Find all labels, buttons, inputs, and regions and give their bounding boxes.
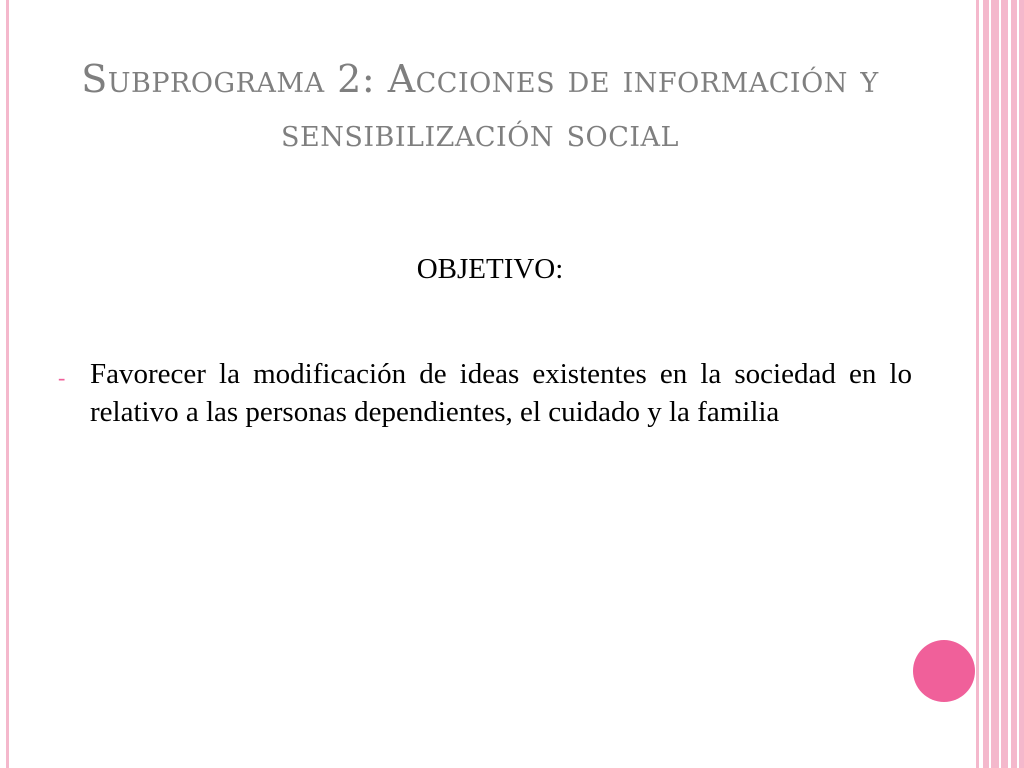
decorative-stripe	[976, 0, 979, 768]
decorative-circle	[913, 640, 975, 702]
objective-heading: OBJETIVO:	[416, 253, 564, 285]
bullet-item: Favorecer la modificación de ideas existentes en la sociedad en lo relativo a las personas dependientes, el cuidado y la familia	[90, 358, 912, 428]
left-border-line	[6, 0, 9, 768]
slide-title: Subprograma 2: Acciones de información y sensibilización social	[81, 57, 879, 155]
bullet-marker: -	[58, 365, 66, 390]
decorative-stripe	[1011, 0, 1017, 768]
decorative-stripe	[991, 0, 999, 768]
decorative-stripe	[983, 0, 989, 768]
decorative-stripe	[1019, 0, 1024, 768]
decorative-stripe	[1001, 0, 1008, 768]
